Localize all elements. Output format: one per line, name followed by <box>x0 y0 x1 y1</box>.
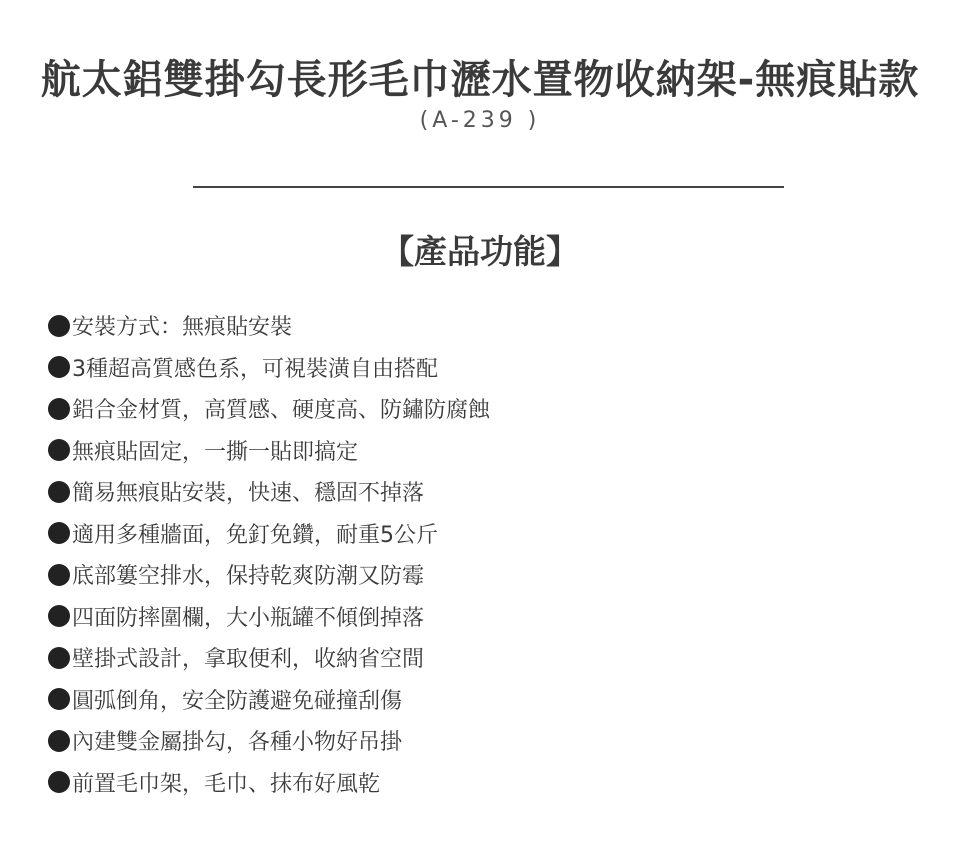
feature-text: 圓弧倒角，安全防護避免碰撞刮傷 <box>72 688 403 714</box>
bullet-icon <box>48 647 70 669</box>
feature-item <box>48 388 490 430</box>
feature-text: 底部簍空排水，保持乾爽防潮又防霉 <box>72 564 425 590</box>
feature-item <box>48 762 490 804</box>
feature-text: 前置毛巾架，毛巾、抹布好風乾 <box>72 771 381 797</box>
feature-text: 3種超高質感色系，可視裝潢自由搭配 <box>72 356 438 382</box>
feature-text: 無痕貼固定，一撕一貼即搞定 <box>72 439 359 465</box>
feature-item <box>48 471 490 513</box>
product-title: 航太鋁雙掛勾長形毛巾瀝水置物收納架-無痕貼款 <box>40 57 920 103</box>
feature-item <box>48 554 490 596</box>
bullet-icon <box>48 688 70 710</box>
bullet-icon <box>48 481 70 503</box>
feature-item <box>48 513 490 555</box>
feature-item <box>48 430 490 472</box>
bullet-icon <box>48 730 70 752</box>
bullet-icon <box>48 439 70 461</box>
feature-item <box>48 637 490 679</box>
feature-text: 適用多種牆面，免釘免鑽，耐重5公斤 <box>72 522 438 548</box>
feature-text: 四面防摔圍欄，大小瓶罐不傾倒掉落 <box>72 605 425 631</box>
feature-list <box>48 305 490 803</box>
feature-item <box>48 305 490 347</box>
bullet-icon <box>48 564 70 586</box>
bullet-icon <box>48 605 70 627</box>
bullet-icon <box>48 522 70 544</box>
section-title: 【產品功能】 <box>381 232 579 271</box>
feature-text: 安裝方式：無痕貼安裝 <box>72 315 293 341</box>
bullet-icon <box>48 398 70 420</box>
divider-line <box>193 186 784 188</box>
feature-item <box>48 596 490 638</box>
feature-text: 壁掛式設計，拿取便利，收納省空間 <box>72 647 425 673</box>
bullet-icon <box>48 771 70 793</box>
feature-item <box>48 347 490 389</box>
bullet-icon <box>48 356 70 378</box>
feature-text: 內建雙金屬掛勾，各種小物好吊掛 <box>72 730 403 756</box>
feature-text: 鋁合金材質，高質感、硬度高、防鏽防腐蝕 <box>72 398 491 424</box>
feature-item <box>48 679 490 721</box>
bullet-icon <box>48 315 70 337</box>
feature-item <box>48 720 490 762</box>
feature-text: 簡易無痕貼安裝，快速、穩固不掉落 <box>72 481 425 507</box>
model-number: (A-239 ) <box>419 108 541 133</box>
